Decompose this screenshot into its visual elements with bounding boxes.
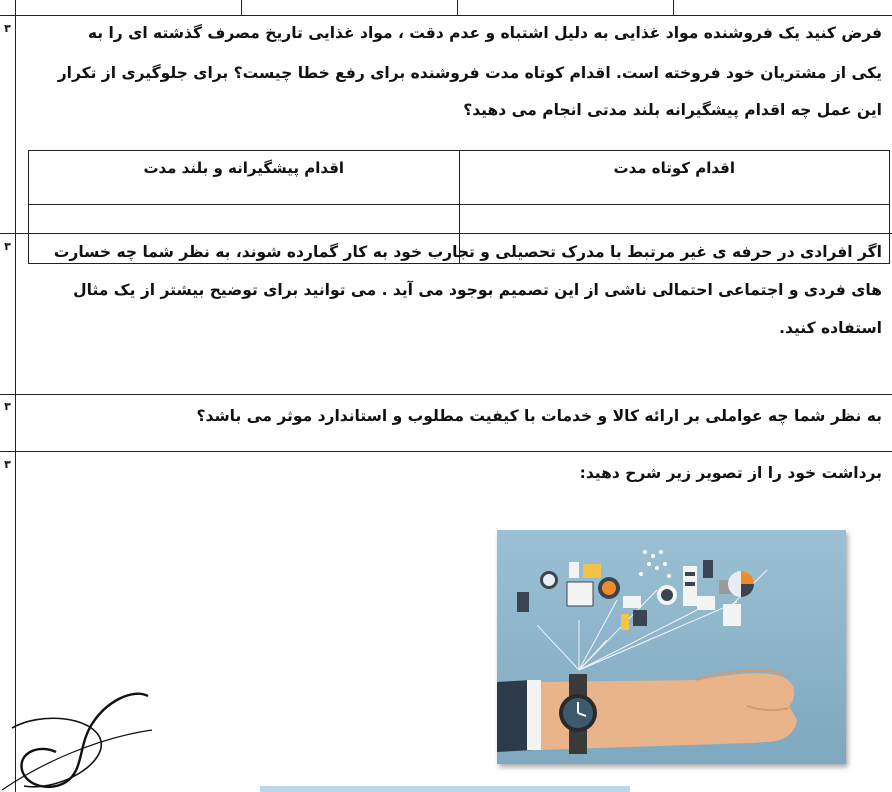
question-2-line-3: استفاده کنید. xyxy=(779,319,882,337)
separator-q3-q4 xyxy=(0,451,892,452)
top-cell-divider-1 xyxy=(241,0,242,15)
question-1-line-3: این عمل چه اقدام پیشگیرانه بلند مدتی انجام می دهید؟ xyxy=(463,101,882,119)
question-2-line-1: اگر افرادی در حرفه ی غیر مرتبط با مدرک تحصیلی و تجارب خود به کار گمارده شوند، به نظر شما چه خسارت xyxy=(53,243,882,261)
wristwatch-illustration xyxy=(497,530,846,764)
top-cell-divider-3 xyxy=(673,0,674,15)
question-number: ۳ xyxy=(4,400,11,413)
question-number: ۳ xyxy=(4,22,11,35)
question-1-line-2: یکی از مشتریان خود فروخته است. اقدام کوتاه مدت فروشنده برای رفع خطا چیست؟ برای جلوگیری از تکرار xyxy=(57,64,882,82)
table-header-long-term: اقدام پیشگیرانه و بلند مدت xyxy=(29,151,460,205)
bottom-banner-strip xyxy=(260,786,630,792)
separator-q2-q3 xyxy=(0,394,892,395)
arm-with-watch xyxy=(497,670,797,754)
table-header-short-term: اقدام کوتاه مدت xyxy=(459,151,890,205)
question-1-line-1: فرض کنید یک فروشنده مواد غذایی به دلیل اشتباه و عدم دقت ، مواد غذایی تاریخ مصرف گذشته ای را به xyxy=(87,24,882,42)
question-4: برداشت خود را از تصویر زیر شرح دهید: xyxy=(579,464,882,482)
question-number: ۳ xyxy=(4,458,11,471)
frame-left-border xyxy=(15,0,16,792)
question-3: به نظر شما چه عواملی بر ارائه کالا و خدمات با کیفیت مطلوب و استاندارد موثر می باشد؟ xyxy=(196,407,882,425)
question-2-line-2: های فردی و اجتماعی احتمالی ناشی از این تصمیم بوجود می آید . می توانید برای توضیح بیشتر از یک مثال xyxy=(73,281,882,299)
question-number: ۳ xyxy=(4,240,11,253)
top-cell-divider-2 xyxy=(457,0,458,15)
calligraphy-logo xyxy=(0,690,160,792)
